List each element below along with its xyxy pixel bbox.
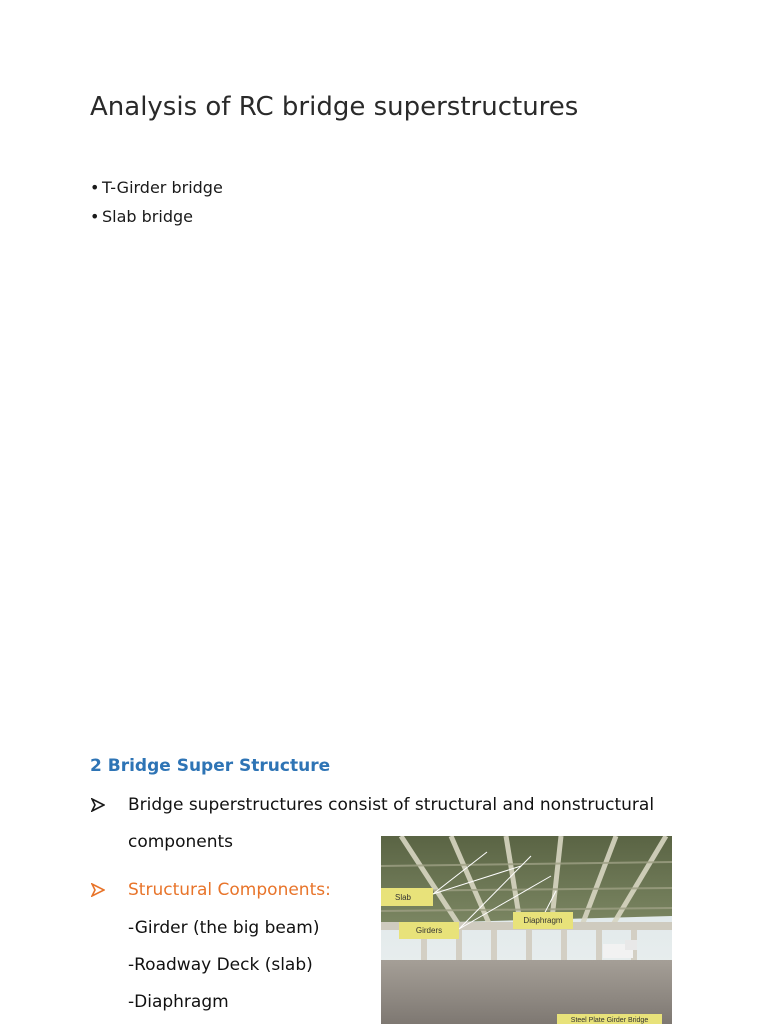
list-item-text: T-Girder bridge	[102, 178, 223, 197]
bullet-list	[90, 176, 223, 234]
bullet-dot-icon: •	[90, 178, 100, 197]
list-item	[90, 176, 223, 205]
component-item: -Roadway Deck (slab)	[128, 955, 313, 975]
component-item: -Diaphragm	[128, 992, 229, 1012]
diaphragm-label: Diaphragm	[513, 912, 573, 929]
description-line-1: Bridge superstructures consist of structural and nonstructural	[128, 795, 655, 815]
list-item	[90, 205, 223, 234]
arrow-bullet-icon	[91, 798, 105, 812]
girders-label: Girders	[399, 922, 459, 939]
bullet-dot-icon: •	[90, 207, 100, 226]
bridge-photo	[381, 836, 672, 1024]
component-item: -Girder (the big beam)	[128, 918, 320, 938]
photo-caption: Steel Plate Girder Bridge	[557, 1014, 662, 1024]
slab-label: Slab	[381, 888, 433, 906]
arrow-bullet-icon	[91, 883, 105, 897]
structural-components-heading: Structural Components:	[128, 880, 331, 900]
page-title: Analysis of RC bridge superstructures	[90, 92, 579, 122]
list-item-text: Slab bridge	[102, 207, 193, 226]
description-line-2: components	[128, 832, 234, 852]
section-heading: 2 Bridge Super Structure	[90, 756, 331, 776]
